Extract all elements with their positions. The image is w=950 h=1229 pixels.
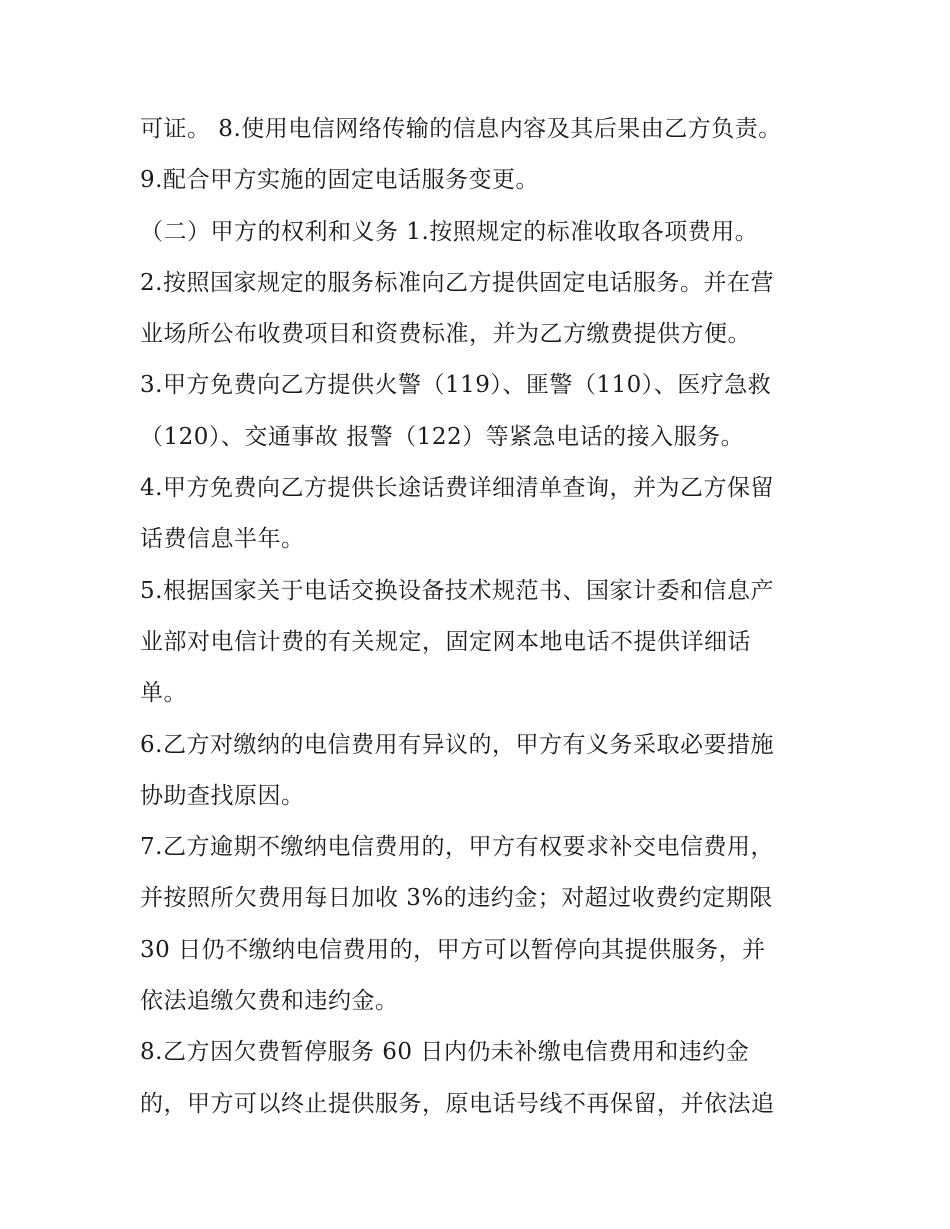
document-body [140,104,840,1130]
text-line: 5.根据国家关于电话交换设备技术规范书、国家计委和信息产 [140,577,774,604]
text-line: 单。 [140,680,187,707]
text-line: （120）、交通事故 报警（122）等紧急电话的接入服务。 [140,423,745,450]
text-line: 并按照所欠费用每日加收 3%的违约金；对超过收费约定期限 [140,885,773,912]
text-line: 2.按照国家规定的服务标准向乙方提供固定电话服务。并在营 [140,269,774,296]
text-line: 7.乙方逾期不缴纳电信费用的，甲方有权要求补交电信费用， [140,834,774,861]
text-line: 可证。 8.使用电信网络传输的信息内容及其后果由乙方负责。 [140,116,782,142]
text-line: 协助查找原因。 [140,782,305,809]
text-line: 9.配合甲方实施的固定电话服务变更。 [140,167,539,194]
text-line: （二）甲方的权利和义务 1.按照规定的标准收取各项费用。 [140,218,759,245]
text-line: 依法追缴欠费和违约金。 [140,988,399,1015]
text-line: 6.乙方对缴纳的电信费用有异议的，甲方有义务采取必要措施 [140,731,774,758]
text-line: 业部对电信计费的有关规定，固定网本地电话不提供详细话 [140,628,751,655]
text-line: 业场所公布收费项目和资费标准，并为乙方缴费提供方便。 [140,321,751,348]
text-line: 30 日仍不缴纳电信费用的，甲方可以暂停向其提供服务，并 [140,936,766,963]
text-line: 4.甲方免费向乙方提供长途话费详细清单查询，并为乙方保留 [140,475,774,502]
text-line: 3.甲方免费向乙方提供火警（119）、匪警（110）、医疗急救 [140,372,772,399]
text-line: 话费信息半年。 [140,526,305,553]
text-line: 的，甲方可以终止提供服务，原电话号线不再保留，并依法追 [140,1090,775,1117]
text-line: 8.乙方因欠费暂停服务 60 日内仍未补缴电信费用和违约金 [140,1039,750,1066]
